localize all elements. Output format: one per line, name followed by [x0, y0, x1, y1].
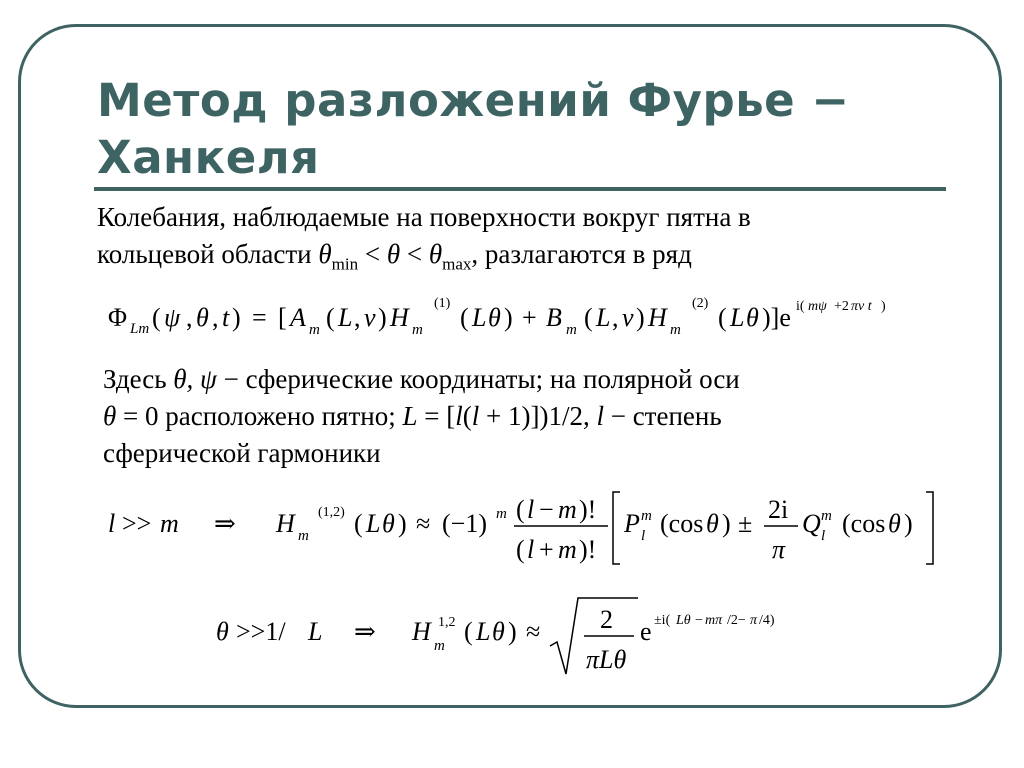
svg-text:θ: θ [888, 509, 901, 538]
svg-text:(1): (1) [434, 296, 451, 311]
svg-text:/2−: /2− [727, 613, 746, 628]
svg-text:,: , [186, 303, 193, 332]
coord-line-2-a: = 0 расположено пятно; [116, 401, 403, 431]
svg-text:θ: θ [196, 303, 209, 332]
svg-text:(: ( [464, 617, 473, 646]
svg-text:)!: )! [579, 495, 597, 524]
svg-text:e: e [640, 617, 652, 646]
intro-line-2-suffix: , разлагаются в ряд [471, 239, 692, 269]
svg-text:P: P [624, 509, 640, 538]
svg-text:H: H [276, 509, 295, 538]
svg-text:/4): /4) [759, 613, 775, 628]
svg-text:(2): (2) [692, 296, 709, 311]
svg-text:±: ± [738, 509, 753, 538]
svg-text:)!: )! [579, 535, 597, 564]
slide-title [97, 72, 850, 186]
coordinates-paragraph [103, 361, 943, 472]
svg-text:): ) [508, 617, 517, 646]
svg-text:): ) [904, 509, 913, 538]
title-line-2: Ханкеля [97, 131, 320, 184]
svg-text:⇒: ⇒ [354, 617, 376, 646]
intro-line-1: Колебания, наблюдаемые на поверхности вокруг пятна в [97, 202, 751, 232]
svg-text:≈: ≈ [416, 509, 431, 538]
svg-text:ν: ν [364, 303, 376, 332]
formula-fourier-hankel-series [108, 290, 908, 340]
svg-text:H: H [412, 617, 431, 646]
svg-text:l: l [641, 528, 646, 544]
svg-text:(: ( [516, 495, 525, 524]
svg-text:A: A [290, 303, 306, 332]
svg-text:(: ( [354, 509, 363, 538]
svg-text:m: m [298, 528, 309, 544]
intro-paragraph [97, 199, 937, 273]
svg-text:)]e: )]e [762, 303, 791, 332]
svg-text:l: l [108, 509, 116, 538]
svg-text:): ) [881, 299, 886, 314]
svg-text:,: , [612, 303, 619, 332]
svg-text:i(: i( [796, 299, 805, 314]
svg-text:(: ( [516, 535, 525, 564]
svg-text:>>: >> [122, 509, 152, 538]
svg-text:t: t [222, 303, 230, 332]
svg-text:⇒: ⇒ [214, 509, 236, 538]
coord-line-1-prefix: Здесь [103, 364, 174, 394]
svg-text:Q: Q [802, 509, 821, 538]
svg-text:mψ: mψ [808, 299, 827, 314]
svg-text:m: m [670, 322, 681, 338]
svg-text:m: m [434, 638, 445, 654]
coord-line-2-b: − степень [603, 401, 722, 431]
svg-text:+: + [539, 535, 554, 564]
svg-text:): ) [378, 303, 387, 332]
inline-math-theta: θ [103, 401, 117, 431]
svg-text:mπ: mπ [705, 613, 723, 628]
formula-asymptotic-theta-much-greater-inverse-L [216, 594, 816, 684]
formula-asymptotic-l-much-greater-m [108, 488, 948, 568]
svg-text:l: l [527, 535, 535, 564]
svg-text:θ: θ [488, 303, 501, 332]
svg-text:+: + [522, 303, 537, 332]
svg-text:θ: θ [492, 617, 505, 646]
svg-text:>>1/: >>1/ [236, 617, 286, 646]
svg-text:(cos: (cos [842, 509, 886, 538]
title-divider [94, 187, 946, 191]
svg-text:m: m [496, 506, 507, 522]
svg-text:): ) [636, 303, 645, 332]
svg-text:L: L [596, 303, 611, 332]
svg-text:−: − [539, 495, 554, 524]
svg-text:=: = [252, 303, 267, 332]
svg-text:(: ( [718, 303, 727, 332]
svg-text:ν: ν [622, 303, 634, 332]
inline-math-theta-psi: θ, ψ [173, 364, 217, 394]
svg-text:): ) [232, 303, 241, 332]
svg-text:m: m [309, 322, 320, 338]
svg-text:π: π [750, 613, 758, 628]
svg-text:Lθ: Lθ [676, 613, 691, 628]
svg-text:≈: ≈ [526, 617, 541, 646]
inline-math-theta-range: $\theta_{min} < \theta < \theta_{max}$ [318, 239, 472, 274]
svg-text:Φ: Φ [108, 303, 128, 332]
svg-text:+2: +2 [834, 299, 849, 314]
svg-text:m: m [558, 495, 577, 524]
coord-line-1-suffix: − сферические координаты; на полярной оси [216, 364, 740, 394]
svg-text:−: − [695, 613, 703, 628]
svg-text:m: m [566, 322, 577, 338]
svg-text:(cos: (cos [660, 509, 704, 538]
svg-text:L: L [366, 509, 381, 538]
svg-text:Lm: Lm [130, 321, 150, 337]
svg-text:θ: θ [382, 509, 395, 538]
svg-text:θ: θ [706, 509, 719, 538]
svg-text:(1,2): (1,2) [318, 505, 345, 520]
svg-text:m: m [160, 509, 179, 538]
svg-text:θ: θ [746, 303, 759, 332]
svg-text:m: m [821, 508, 832, 524]
svg-text:θ: θ [216, 617, 229, 646]
svg-text:[: [ [278, 303, 287, 332]
svg-text:,: , [354, 303, 361, 332]
svg-text:m: m [412, 322, 423, 338]
svg-text:(−1): (−1) [442, 509, 487, 538]
svg-text:(: ( [460, 303, 469, 332]
svg-text:L: L [476, 617, 491, 646]
svg-text:l: l [527, 495, 535, 524]
svg-text:ψ: ψ [164, 303, 181, 332]
svg-text:L: L [730, 303, 745, 332]
svg-text:l: l [821, 528, 826, 544]
svg-text:πLθ: πLθ [586, 645, 627, 674]
svg-text:2i: 2i [768, 495, 789, 524]
svg-text:1,2: 1,2 [438, 615, 456, 630]
inline-math-L-def: L = [l(l + 1)])1/2, l [402, 401, 604, 431]
svg-text:L: L [338, 303, 353, 332]
svg-text:(: ( [584, 303, 593, 332]
svg-text:±i(: ±i( [654, 613, 671, 628]
svg-text:): ) [504, 303, 513, 332]
svg-text:H: H [390, 303, 409, 332]
svg-text:B: B [546, 303, 562, 332]
svg-text:(: ( [326, 303, 335, 332]
coord-line-3: сферической гармоники [103, 438, 381, 468]
svg-text:π: π [772, 535, 786, 564]
svg-text:): ) [722, 509, 731, 538]
svg-text:m: m [641, 508, 652, 524]
title-line-1: Метод разложений Фурье − [97, 74, 850, 127]
svg-text:,: , [212, 303, 219, 332]
intro-line-2-prefix: кольцевой области [97, 239, 319, 269]
svg-text:(: ( [152, 303, 161, 332]
svg-text:m: m [558, 535, 577, 564]
svg-text:πν t: πν t [851, 299, 872, 314]
svg-text:2: 2 [600, 605, 613, 634]
svg-text:L: L [472, 303, 487, 332]
svg-text:): ) [398, 509, 407, 538]
svg-text:H: H [648, 303, 667, 332]
svg-text:L: L [308, 617, 323, 646]
